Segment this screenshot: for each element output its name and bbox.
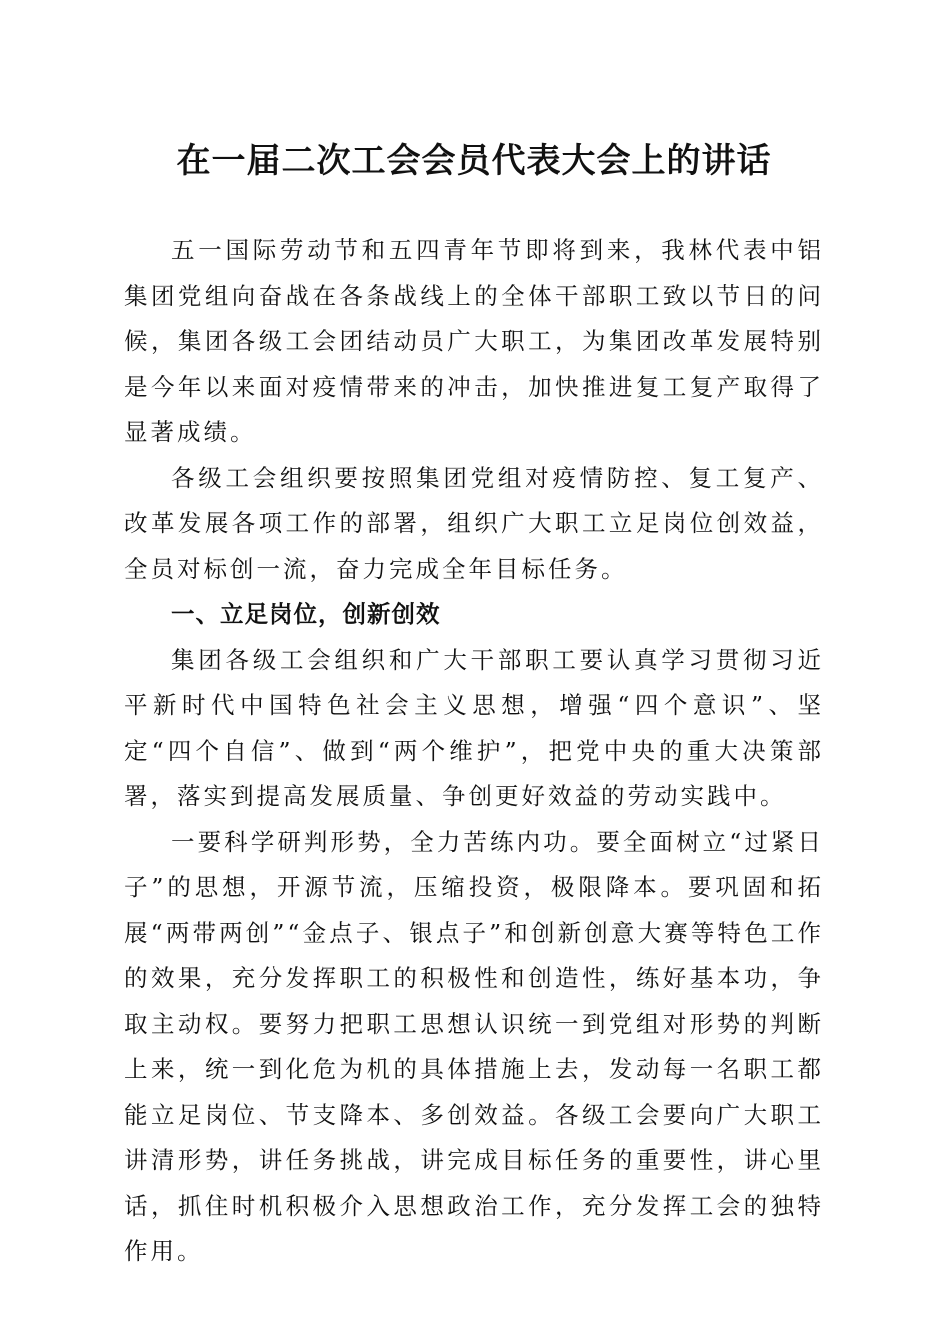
paragraph-intro: 五一国际劳动节和五四青年节即将到来，我林代表中铝集团党组向奋战在各条战线上的全体干部职工致以节日的问候，集团各级工会团结动员广大职工，为集团改革发展特别是今年以来面对疫情带来的冲击，加快推进复工复产取得了显著成绩。 (124, 236, 824, 446)
section-1-paragraph: 集团各级工会组织和广大干部职工要认真学习贯彻习近平新时代中国特色社会主义思想，增强“四个意识”、坚定“四个自信”、做到“两个维护”，把党中央的重大决策部署，落实到提高发展质量、争创更好效益的劳动实践中。 (124, 645, 824, 810)
document-title: 在一届二次工会会员代表大会上的讲话 (176, 141, 772, 181)
section-heading-1: 一、立足岗位，创新创效 (171, 600, 441, 628)
paragraph-union-tasks: 各级工会组织要按照集团党组对疫情防控、复工复产、改革发展各项工作的部署，组织广大职工立足岗位创效益，全员对标创一流，奋力完成全年目标任务。 (124, 463, 824, 583)
section-1-paragraph: 一要科学研判形势，全力苦练内功。要全面树立“过紧日子”的思想，开源节流，压缩投资，极限降本。要巩固和拓展“两带两创”“金点子、银点子”和创新创意大赛等特色工作的效果，充分发挥职工的积极性和创造性，练好基本功，争取主动权。要努力把职工思想认识统一到党组对形势的判断上来，统一到化危为机的具体措施上去，发动每一名职工都能立足岗位、节支降本、多创效益。各级工会要向广大职工讲清形势，讲任务挑战，讲完成目标任务的重要性，讲心里话，抓住时机积极介入思想政治工作，充分发挥工会的独特作用。 (124, 827, 824, 1265)
